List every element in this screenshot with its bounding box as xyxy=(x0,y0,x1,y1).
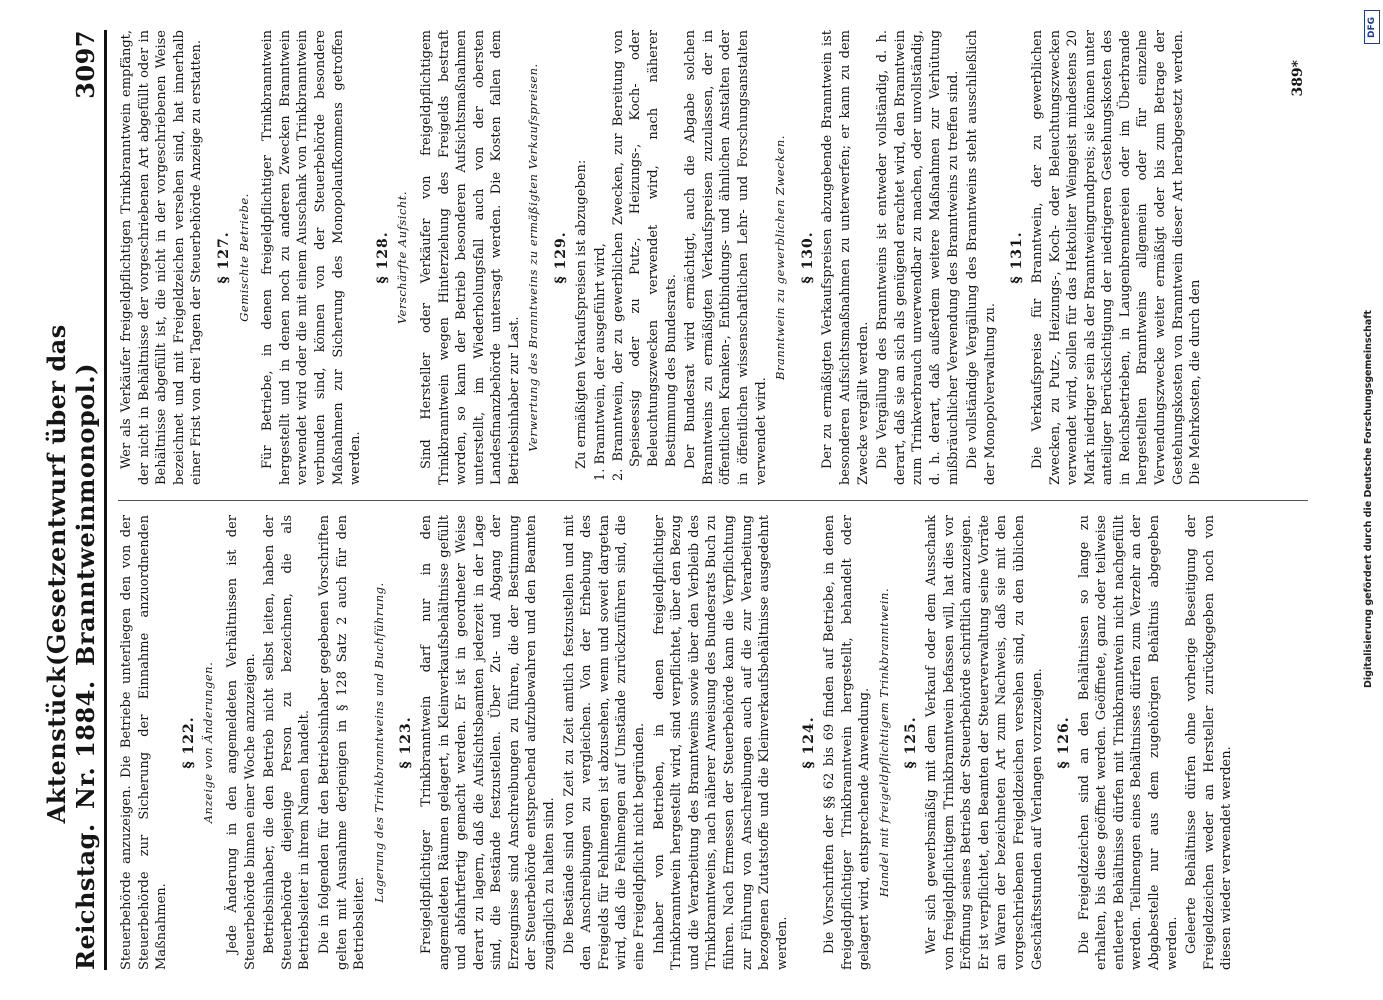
section-subtitle: Lagerung des Trinkbranntweins und Buchführung. xyxy=(371,582,386,903)
list-item: 2. Branntwein, der zu gewerblichen Zwecken, zur Bereitung von Speiseessig oder zu Putz-, Heizungs-, Koch- oder Beleuchtungszwecken verwendet wird, nach näherer Bestimmung des Bundesrats. xyxy=(610,30,679,481)
paragraph: Freigeldpflichtiger Trinkbranntwein darf nur in den angemeldeten Räumen gelagert, in Kleinverkaufsbehältnisse gefüllt und abfahrtfertig gemacht werden. Er ist in geordneter Weise derart zu lagern, daß die Aufsichtsbeamten jederzeit in der Lage sind, die Bestände festzustellen. Über Zu- und Abgang der Erzeugnisse sind Anschreibungen zu führen, die der Bestimmung der Steuerbehörde entsprechend aufzubewahren und den Beamten zugänglich zu halten sind. xyxy=(418,515,558,970)
section-subtitle: Anzeige von Änderungen. xyxy=(201,661,216,824)
dfg-credit: Digitalisierung gefördert durch die Deutsche Forschungsgemeinschaft xyxy=(1363,310,1374,688)
section-heading: § 129. xyxy=(553,231,570,284)
section-subtitle: Verwertung des Branntweins zu ermäßigten Verkaufspreisen. xyxy=(526,63,541,452)
paragraph: Die Verkaufspreise für Branntwein, der zu gewerblichen Zwecken, zu Putz-, Heizungs-, Koch- oder Beleuchtungszwecken verwendet wird, sollen für das Hektoliter Weingeist mindestens 20 Mark niedriger sein als der Branntweingrundpreis; sie können unter anteiliger Berücksichtigung der niedrigeren Gestehungskosten des in Reichsbetrieben, in Laugenbrennereien oder im Überbrande hergestellten Branntweins allgemein oder für einzelne Verwendungszwecke weiter ermäßigt oder bis zum Betrage der Gestehungskosten von Branntwein dieser Art herabgesetzt werden. Die Mehrkosten, die durch den xyxy=(1029,30,1204,485)
section-heading: § 123. xyxy=(398,716,415,769)
header-center: Aktenstück Nr. 1884. xyxy=(42,665,100,824)
enumeration xyxy=(592,30,680,485)
paragraph: Sind Hersteller oder Verkäufer von freigeldpflichtigem Trinkbranntwein wegen Hinterziehung des Freigelds bestraft worden, so kann der Betrieb besonderen Aufsichtsmaßnahmen unterstellt, im Wiederholungsfall auch von der obersten Landesfinanzbehörde untersagt werden. Die Kosten fallen dem Betriebsinhaber zur Last. xyxy=(418,30,522,485)
paragraph: Die Vorschriften der §§ 62 bis 69 finden auf Betriebe, in denen freigeldpflichtiger Trinkbranntwein hergestellt, behandelt oder gelagert wird, entsprechende Anwendung. xyxy=(821,515,873,970)
paragraph: Wer sich gewerbsmäßig mit dem Verkauf oder dem Ausschank von freigeldpflichtigem Trinkbranntwein befassen will, hat dies vor Eröffnung seines Betriebs der Steuerbehörde schriftlich anzuzeigen. Er ist verpflichtet, den Beamten der Steuerverwaltung seine Vorräte an Waren der bezeichneten Art zum Nachweis, daß sie mit den vorgeschriebenen Freigeldzeichen versehen sind, zu den üblichen Geschäftsstunden auf Verlangen vorzuzeigen. xyxy=(923,515,1045,970)
section-heading: § 122. xyxy=(180,716,197,769)
page-header xyxy=(40,30,100,970)
paragraph: Betriebsinhaber, die den Betrieb nicht selbst leiten, haben der Steuerbehörde diejenige Person zu bezeichnen, die als Betriebsleiter in ihrem Namen handelt. xyxy=(262,515,313,970)
dfg-stamp xyxy=(1363,6,1379,1000)
paragraph: Geleerte Behältnisse dürfen ohne vorherige Beseitigung der Freigeldzeichen weder an Hersteller zurückgegeben noch von diesen wieder verwendet werden. xyxy=(1184,515,1235,970)
paragraph: Der zu ermäßigten Verkaufspreisen abzugebende Branntwein ist besonderen Aufsichtsmaßnahmen zu unterwerfen; er kann zu dem Zwecke vergällt werden. xyxy=(820,30,871,485)
paragraph: Zu ermäßigten Verkaufspreisen ist abzugeben: xyxy=(573,159,589,469)
signature-mark: 389* xyxy=(1290,60,1306,97)
header-left: Reichstag. xyxy=(71,823,100,970)
section-subtitle: Branntwein zu gewerblichen Zwecken. xyxy=(773,135,788,380)
section-subtitle: Handel mit freigeldpflichtigem Trinkbranntwein. xyxy=(876,587,891,898)
paragraph: Jede Änderung in den angemeldeten Verhältnissen ist der Steuerbehörde binnen einer Woche anzuzeigen. xyxy=(224,515,258,970)
dfg-logo-icon: DFG xyxy=(1364,10,1380,44)
paragraph: Wer als Verkäufer freigeldpflichtigen Trinkbranntwein empfängt, der nicht in Behältnisse der vorgeschriebenen Art abgefüllt oder in Behältnisse abgefüllt ist, die nicht in der vorgeschriebenen Weise bezeichnet und mit Freigeldzeichen versehen sind, hat innerhalb einer Frist von drei Tagen der Steuerbehörde Anzeige zu erstatten. xyxy=(119,30,205,485)
section-heading: § 126. xyxy=(1056,716,1073,769)
section-heading: § 130. xyxy=(799,231,816,284)
section-heading: § 128. xyxy=(374,231,391,284)
list-item: 1. Branntwein, der ausgeführt wird, xyxy=(593,243,609,481)
paragraph: Die Freigeldzeichen sind an den Behältnissen so lange zu erhalten, bis diese geöffnet werden. Geöffnete, ganz oder teilweise entleerte Behältnisse dürfen mit Trinkbranntwein nicht nachgefüllt werden. Teilmengen eines Behältnisses dürfen zum Verzehr an der Abgabestelle nur aus dem zugehörigen Behältnis abgegeben werden. xyxy=(1076,515,1180,970)
column-divider xyxy=(118,500,1308,501)
paragraph: Inhaber von Betrieben, in denen freigeldpflichtiger Trinkbranntwein hergestellt wird, sind verpflichtet, über den Bezug und die Verarbeitung des Branntweins sowie über den Verbleib des Trinkbranntweins, nach näherer Anweisung des Bundesrats Buch zu führen. Nach Ermessen der Steuerbehörde kann die Verpflichtung zur Führung von Anschreibungen auch auf die zur Verarbeitung bezogenen Zutatstoffe und die Kleinverkaufsbehältnisse ausgedehnt werden. xyxy=(651,515,790,970)
right-column xyxy=(118,30,1207,485)
paragraph: Die in folgenden für den Betriebsinhaber gegebenen Vorschriften gelten mit Ausnahme derjenigen in § 128 Satz 2 auch für den Betriebsleiter. xyxy=(316,515,368,970)
paragraph: Die Vergällung des Branntweins ist entweder vollständig, d. h. derart, daß sie an sich als genügend erachtet wird, den Branntwein zum Trinkverbrauch unverwendbar zu machen, oder unvollständig, d. h. derart, daß außerdem weitere Maßnahmen zur Verhütung mißbräuchlicher Verwendung des Branntweins zu treffen sind. xyxy=(875,30,961,485)
paragraph: Die vollständige Vergällung des Branntweins steht ausschließlich der Monopolverwaltung zu. xyxy=(965,30,998,485)
page-number: 3097 xyxy=(71,30,100,99)
paragraph: Die Bestände sind von Zeit zu Zeit amtlich festzustellen und mit den Anschreibungen zu vergleichen. Von der Erhebung des Freigelds für Fehlmengen ist abzusehen, wenn und soweit dargetan wird, daß die Fehlmengen auf Umstände zurückzuführen sind, die eine Freigeldpflicht nicht begründen. xyxy=(561,515,648,970)
left-column xyxy=(118,515,1238,970)
section-subtitle: Verschärfte Aufsicht. xyxy=(395,190,410,325)
paragraph: Der Bundesrat wird ermächtigt, auch die Abgabe solchen Branntweins zu ermäßigten Verkaufspreisen zuzulassen, der in öffentlichen Kranken-, Entbindungs- und ähnlichen Anstalten oder in öffentlichen wissenschaftlichen Lehr- und Forschungsanstalten verwendet wird. xyxy=(683,30,769,485)
section-subtitle: Gemischte Betriebe. xyxy=(236,193,251,322)
section-heading: § 124. xyxy=(801,716,818,769)
paragraph: Steuerbehörde anzuzeigen. Die Betriebe unterliegen den von der Steuerbehörde zur Sicherung der Einnahme anzuordnenden Maßnahmen. xyxy=(119,515,170,970)
section-heading: § 127. xyxy=(215,231,232,284)
header-right: (Gesetzentwurf über das Branntweinmonopol.) xyxy=(42,324,100,666)
header-rule xyxy=(104,30,107,970)
paragraph: Für Betriebe, in denen freigeldpflichtiger Trinkbranntwein hergestellt und in denen noch zu anderen Zwecken Branntwein verwendet wird oder die mit einem Ausschank von Trinkbranntwein verbunden sind, können von der Steuerbehörde besondere Maßnahmen zur Sicherung des Monopolaufkommens getroffen werden. xyxy=(260,30,364,485)
section-heading: § 131. xyxy=(1009,231,1026,284)
section-heading: § 125. xyxy=(903,716,920,769)
